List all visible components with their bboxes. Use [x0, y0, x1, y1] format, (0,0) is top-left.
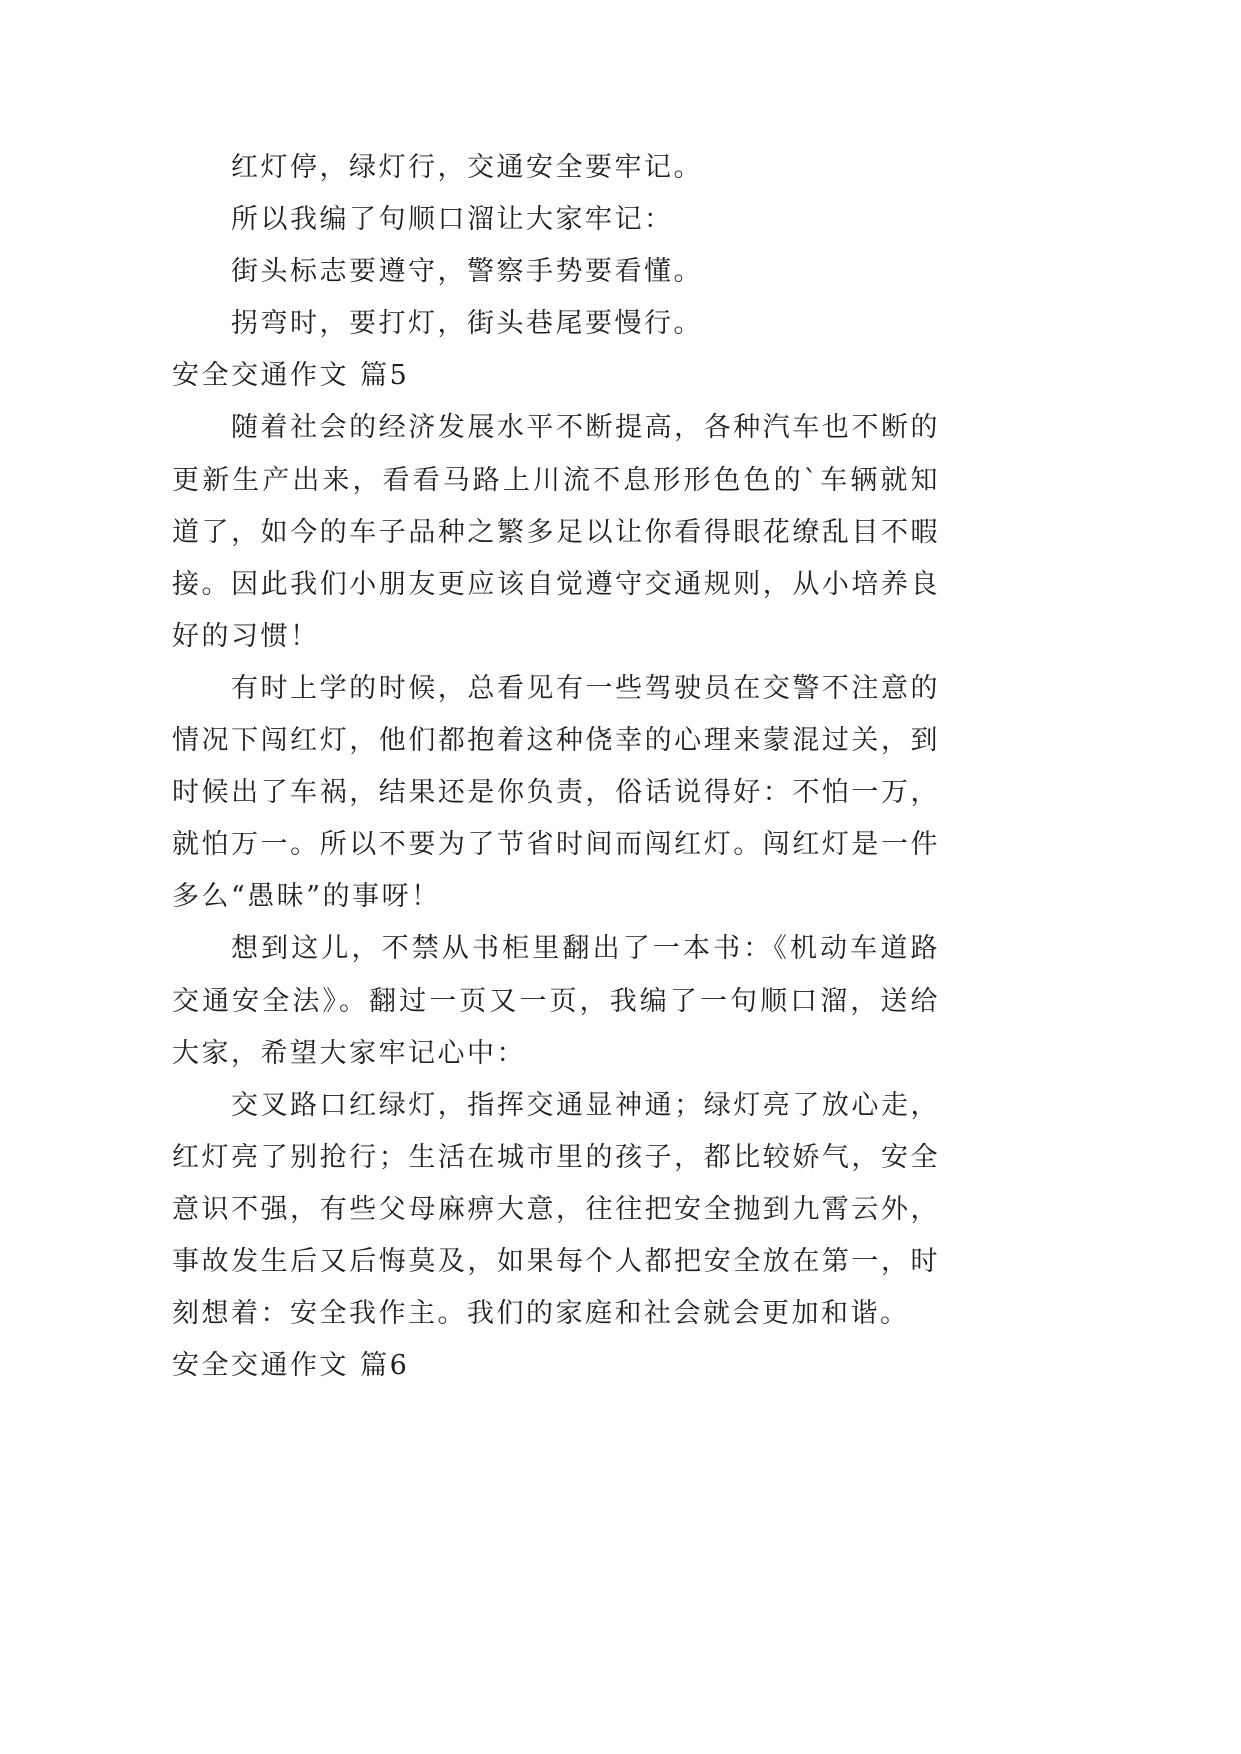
section-heading: 安全交通作文 篇5	[172, 360, 410, 392]
text-line: 就怕万一。所以不要为了节省时间而闯红灯。闯红灯是一件	[172, 829, 940, 861]
text-line: 多么“愚昧”的事呀！	[172, 881, 441, 913]
text-line: 拐弯时，要打灯，街头巷尾要慢行。	[231, 308, 703, 340]
text-line: 更新生产出来，看看马路上川流不息形形色色的`车辆就知	[172, 464, 940, 496]
text-line: 想到这儿，不禁从书柜里翻出了一本书：《机动车道路	[231, 933, 940, 965]
text-line: 所以我编了句顺口溜让大家牢记：	[231, 204, 674, 236]
text-line: 有时上学的时候，总看见有一些驾驶员在交警不注意的	[231, 672, 940, 704]
text-line: 接。因此我们小朋友更应该自觉遵守交通规则，从小培养良	[172, 568, 940, 600]
paragraph	[172, 1080, 940, 1340]
text-line: 意识不强，有些父母麻痹大意，往往把安全抛到九霄云外，	[172, 1193, 940, 1225]
text-line: 情况下闯红灯，他们都抱着这种侥幸的心理来蒙混过关，到	[172, 725, 940, 757]
paragraph	[172, 402, 940, 662]
text-line: 红灯停，绿灯行，交通安全要牢记。	[231, 152, 703, 183]
paragraph	[172, 923, 940, 1079]
text-line: 红灯亮了别抢行；生活在城市里的孩子，都比较娇气，安全	[172, 1141, 940, 1173]
text-line: 随着社会的经济发展水平不断提高，各种汽车也不断的	[231, 412, 940, 444]
text-line: 大家，希望大家牢记心中：	[172, 1037, 526, 1069]
text-line: 交叉路口红绿灯，指挥交通显神通；绿灯亮了放心走，	[231, 1089, 940, 1121]
section-heading: 安全交通作文 篇6	[172, 1350, 410, 1382]
document-body	[172, 142, 940, 1392]
paragraph	[172, 663, 940, 923]
text-line: 事故发生后又后悔莫及，如果每个人都把安全放在第一，时	[172, 1245, 940, 1277]
text-line: 好的习惯！	[172, 620, 320, 652]
text-line: 道了，如今的车子品种之繁多足以让你看得眼花缭乱目不暇	[172, 516, 940, 548]
paragraph-poem	[172, 142, 940, 350]
text-line: 交通安全法》。翻过一页又一页，我编了一句顺口溜，送给	[172, 985, 940, 1017]
text-line: 刻想着：安全我作主。我们的家庭和社会就会更加和谐。	[172, 1298, 910, 1330]
text-line: 街头标志要遵守，警察手势要看懂。	[231, 256, 703, 288]
text-line: 时候出了车祸，结果还是你负责，俗话说得好：不怕一万，	[172, 777, 940, 809]
